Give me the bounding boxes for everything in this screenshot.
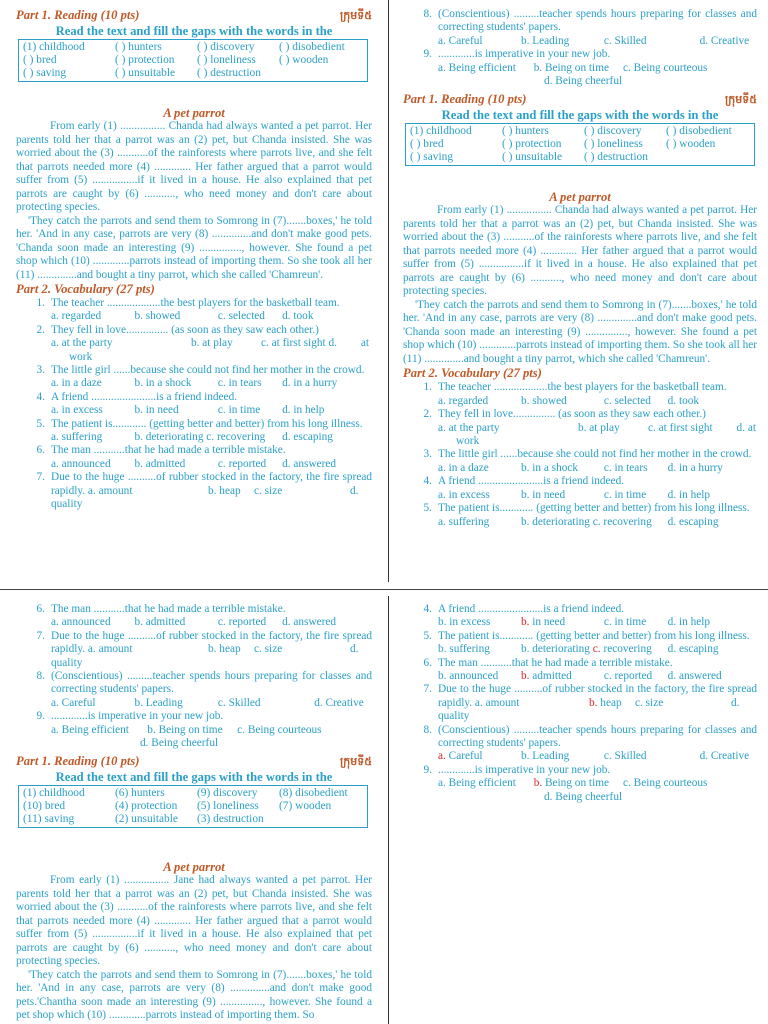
question-item: 9. .............is imperative in your new job.	[423, 763, 611, 776]
question-item: 5. The patient is............ (getting better and better) from his long illness.	[36, 417, 363, 430]
question-item: 6. The man ...........that he had made a terrible mistake.	[36, 444, 286, 457]
word-box-row: (1) childhood ( ) hunters ( ) discovery ( ) disobedient	[410, 125, 732, 138]
question-item: 5. The patient is............ (getting better and better) from his long illness.	[423, 502, 750, 515]
story-paragraph: 'They catch the parrots and send them to Somrong in (7).......boxes,' he told her. 'And in any case, parrots are very (8) ..............and don't make good pets.'Chantha soon made an interesting (9) ..............., however. She found a pet shop which (10) .............parrots instead of importing them. So	[16, 968, 372, 1022]
answer-options: a. in excess b. in need c. in time d. in help	[51, 404, 325, 417]
answer-options: b. heap c. size d.	[589, 696, 740, 709]
question-item: 8. (Conscientious) .........teacher spends hours preparing for classes and correcting students' papers.	[36, 670, 372, 696]
group-label: ក្រុមទី៥	[339, 755, 372, 769]
answer-options: quality	[51, 656, 83, 669]
answer-options: a. at the party b. at play c. at first sight d. at	[51, 337, 369, 350]
story-paragraph: 'They catch the parrots and send them to Somrong in (7).......boxes,' he told her. 'And in any case, parrots are very (8) ..............and don't make good pets. 'Chanda soon made an interesting (9) ..............., however. She found a pet shop which (10) .............parrots instead of importing them. So she took all her (11) ..............and bought a tiny parrot, which she called 'Chamreun'.	[16, 214, 372, 281]
part1-instruction: Read the text and fill the gaps with the words in the	[55, 24, 333, 38]
answer-options: d. Being cheerful	[140, 737, 219, 750]
answer-options: quality	[51, 498, 83, 511]
answer-options: a. Being efficient b. Being on time c. Being courteous	[438, 61, 708, 74]
worksheet-top-right	[403, 8, 757, 529]
question-item: 5. The patient is............ (getting better and better) from his long illness.	[423, 629, 750, 642]
answer-options: a. announced b. admitted c. reported d. answered	[51, 457, 337, 470]
answer-options: b. heap c. size d.	[208, 643, 359, 656]
answer-options: a. Careful b. Leading c. Skilled d. Creative	[438, 34, 750, 47]
story-paragraph: From early (1) ................ Chanda had always wanted a pet parrot. Her parents told her that a parrot was an (2) pet, but Chanda insisted. She was worried about the (3) ...........of the rainforests where parrots live, and she felt that parrots needed more (4) ............. Her father argued that a parrot would suffer from (5) ................if it lived in a house. He also explained that pet parrots are caught by (6) ..........., who need money and don't care about protecting species.	[16, 120, 372, 213]
question-item: 3. The little girl ......because she could not find her mother in the crowd.	[36, 364, 365, 377]
answer-options: b. in excess b. in need c. in time d. in help	[438, 616, 711, 629]
question-item: 1. The teacher ...................the best players for the basketball team.	[423, 381, 727, 394]
answer-mark: b.	[533, 777, 543, 790]
answer-options: work	[69, 350, 93, 363]
answer-mark: b.	[520, 616, 530, 629]
word-box-row: (1) childhood (6) hunters (9) discovery (8) disobedient	[23, 787, 348, 800]
answer-options: a. Being efficient b. Being on time c. Being courteous	[438, 777, 708, 790]
question-item: 6. The man ...........that he had made a terrible mistake.	[36, 603, 286, 615]
part1-instruction: Read the text and fill the gaps with the words in the	[55, 770, 333, 785]
story-title: A pet parrot	[549, 190, 611, 205]
question-item: 7. Due to the huge ..........of rubber stocked in the factory, the fire spread rapidly. a. amount	[36, 471, 372, 497]
answer-options: work	[456, 435, 480, 448]
answer-options: a. suffering b. deteriorating c. recovering d. escaping	[51, 431, 333, 444]
question-item: 1. The teacher ...................the best players for the basketball team.	[36, 297, 340, 309]
question-item: 3. The little girl ......because she could not find her mother in the crowd.	[423, 448, 752, 461]
question-item: 9. .............is imperative in your new job.	[36, 710, 224, 723]
question-item: 8. (Conscientious) .........teacher spends hours preparing for classes and correcting students' papers.	[423, 723, 757, 750]
question-item: 7. Due to the huge ..........of rubber stocked in the factory, the fire spread rapidly. a. amount	[423, 683, 757, 709]
group-label: ក្រុមទី៥	[724, 93, 757, 107]
word-box	[405, 123, 755, 166]
question-item: 4. A friend .......................is a friend indeed.	[423, 475, 625, 488]
word-box-row: ( ) saving ( ) unsuitable ( ) destruction	[23, 67, 261, 79]
story-title: A pet parrot	[163, 860, 225, 875]
question-item: 8. (Conscientious) .........teacher spends hours preparing for classes and correcting students' papers.	[423, 8, 757, 34]
part2-heading: Part 2. Vocabulary (27 pts)	[403, 366, 542, 381]
answer-options: a. in excess b. in need c. in time d. in help	[438, 488, 711, 501]
answer-options: quality	[438, 710, 470, 723]
answer-options: a. suffering b. deteriorating c. recovering d. escaping	[438, 515, 719, 528]
answer-options: a. in a daze b. in a shock c. in tears d. in a hurry	[51, 377, 338, 390]
question-item: 6. The man ...........that he had made a terrible mistake.	[423, 656, 673, 669]
answer-mark: b.	[520, 670, 530, 683]
word-box-row: (1) childhood ( ) hunters ( ) discovery ( ) disobedient	[23, 41, 345, 53]
answer-options: a. announced b. admitted c. reported d. answered	[51, 616, 337, 629]
answer-options: b. suffering b. deteriorating c. recovering d. escaping	[438, 643, 719, 656]
worksheet-top-left	[16, 8, 372, 512]
question-item: 9. .............is imperative in your new job.	[423, 48, 611, 61]
word-box	[18, 39, 368, 82]
answer-options: a. Careful b. Leading c. Skilled d. Creative	[51, 696, 364, 709]
part1-heading: Part 1. Reading (10 pts) ក្រុមទី៥	[16, 8, 372, 22]
word-box-row: ( ) saving ( ) unsuitable ( ) destruction	[410, 151, 648, 164]
worksheet-bottom-right	[403, 603, 757, 804]
part1-heading: Part 1. Reading (10 pts) ក្រុមទី៥	[16, 754, 372, 769]
part2-heading: Part 2. Vocabulary (27 pts)	[16, 282, 155, 296]
answer-mark: b.	[589, 696, 598, 709]
answer-options: b. heap c. size d.	[208, 484, 359, 497]
story-title: A pet parrot	[163, 106, 225, 120]
answer-options: a. regarded b. showed c. selected d. took	[438, 394, 700, 407]
page-break-line	[0, 589, 768, 590]
answer-mark: a.	[438, 750, 446, 763]
question-item: 2. They fell in love............... (as soon as they saw each other.)	[36, 323, 319, 336]
answer-options: a. in a daze b. in a shock c. in tears d. in a hurry	[438, 461, 723, 474]
story-paragraph: From early (1) ................ Jane had always wanted a pet parrot. Her parents told her that a parrot was an (2) pet, but Chanda insisted. She was worried about the (3) ...........of the rainforests where parrots live, and she felt that parrots needed more (4) ............. Her father argued that a parrot would suffer from (5) ................if it lived in a house. He also explained that pet parrots are caught by (6) ..........., who need money and don't care about protecting species.	[16, 874, 372, 968]
question-item: 4. A friend .......................is a friend indeed.	[36, 390, 238, 403]
answer-options: a. at the party b. at play c. at first sight d. at	[438, 421, 756, 434]
word-box-row: ( ) bred ( ) protection ( ) loneliness ( ) wooden	[23, 54, 329, 66]
question-item: 2. They fell in love............... (as soon as they saw each other.)	[423, 408, 706, 421]
question-item: 7. Due to the huge ..........of rubber stocked in the factory, the fire spread rapidly. a. amount	[36, 629, 372, 656]
answer-options: d. Being cheerful	[544, 790, 623, 803]
worksheet-bottom-left	[16, 603, 372, 1023]
answer-mark: c.	[592, 643, 601, 656]
question-item: 4. A friend .......................is a friend indeed.	[423, 603, 625, 615]
word-box-row: ( ) bred ( ) protection ( ) loneliness ( ) wooden	[410, 138, 716, 151]
story-paragraph: 'They catch the parrots and send them to Somrong in (7).......boxes,' he told her. 'And in any case, parrots are very (8) ..............and don't make good pets. 'Chanda soon made an interesting (9) ..............., however. She found a pet shop which (10) .............parrots instead of importing them. So she took all her (11) ..............and bought a tiny parrot, which she called 'Chamreun'.	[403, 298, 757, 365]
answer-options: d. Being cheerful	[544, 75, 623, 88]
word-box	[18, 785, 368, 828]
word-box-row: (10) bred (4) protection (5) loneliness (7) wooden	[23, 800, 332, 813]
column-divider-top	[388, 0, 389, 582]
group-label: ក្រុមទី៥	[339, 9, 372, 22]
story-paragraph: From early (1) ................ Chanda had always wanted a pet parrot. Her parents told her that a parrot was an (2) pet, but Chanda insisted. She was worried about the (3) ...........of the rainforests where parrots live, and she felt that parrots needed more (4) ............. Her father argued that a parrot would suffer from (5) ................if it lived in a house. He also explained that pet parrots are caught by (6) ..........., who need money and don't care about protecting species.	[403, 204, 757, 298]
word-box-row: (11) saving (2) unsuitable (3) destruction	[23, 813, 264, 826]
column-divider-bottom	[388, 596, 389, 1024]
answer-options: a. Careful b. Leading c. Skilled d. Creative	[438, 750, 750, 763]
answer-options: a. regarded b. showed c. selected d. took	[51, 310, 314, 323]
part1-instruction: Read the text and fill the gaps with the words in the	[441, 108, 719, 123]
answer-options: a. Being efficient b. Being on time c. Being courteous	[51, 723, 322, 736]
answer-options: b. announced b. admitted c. reported d. answered	[438, 670, 722, 683]
part1-heading: Part 1. Reading (10 pts) ក្រុមទី៥	[403, 92, 757, 107]
